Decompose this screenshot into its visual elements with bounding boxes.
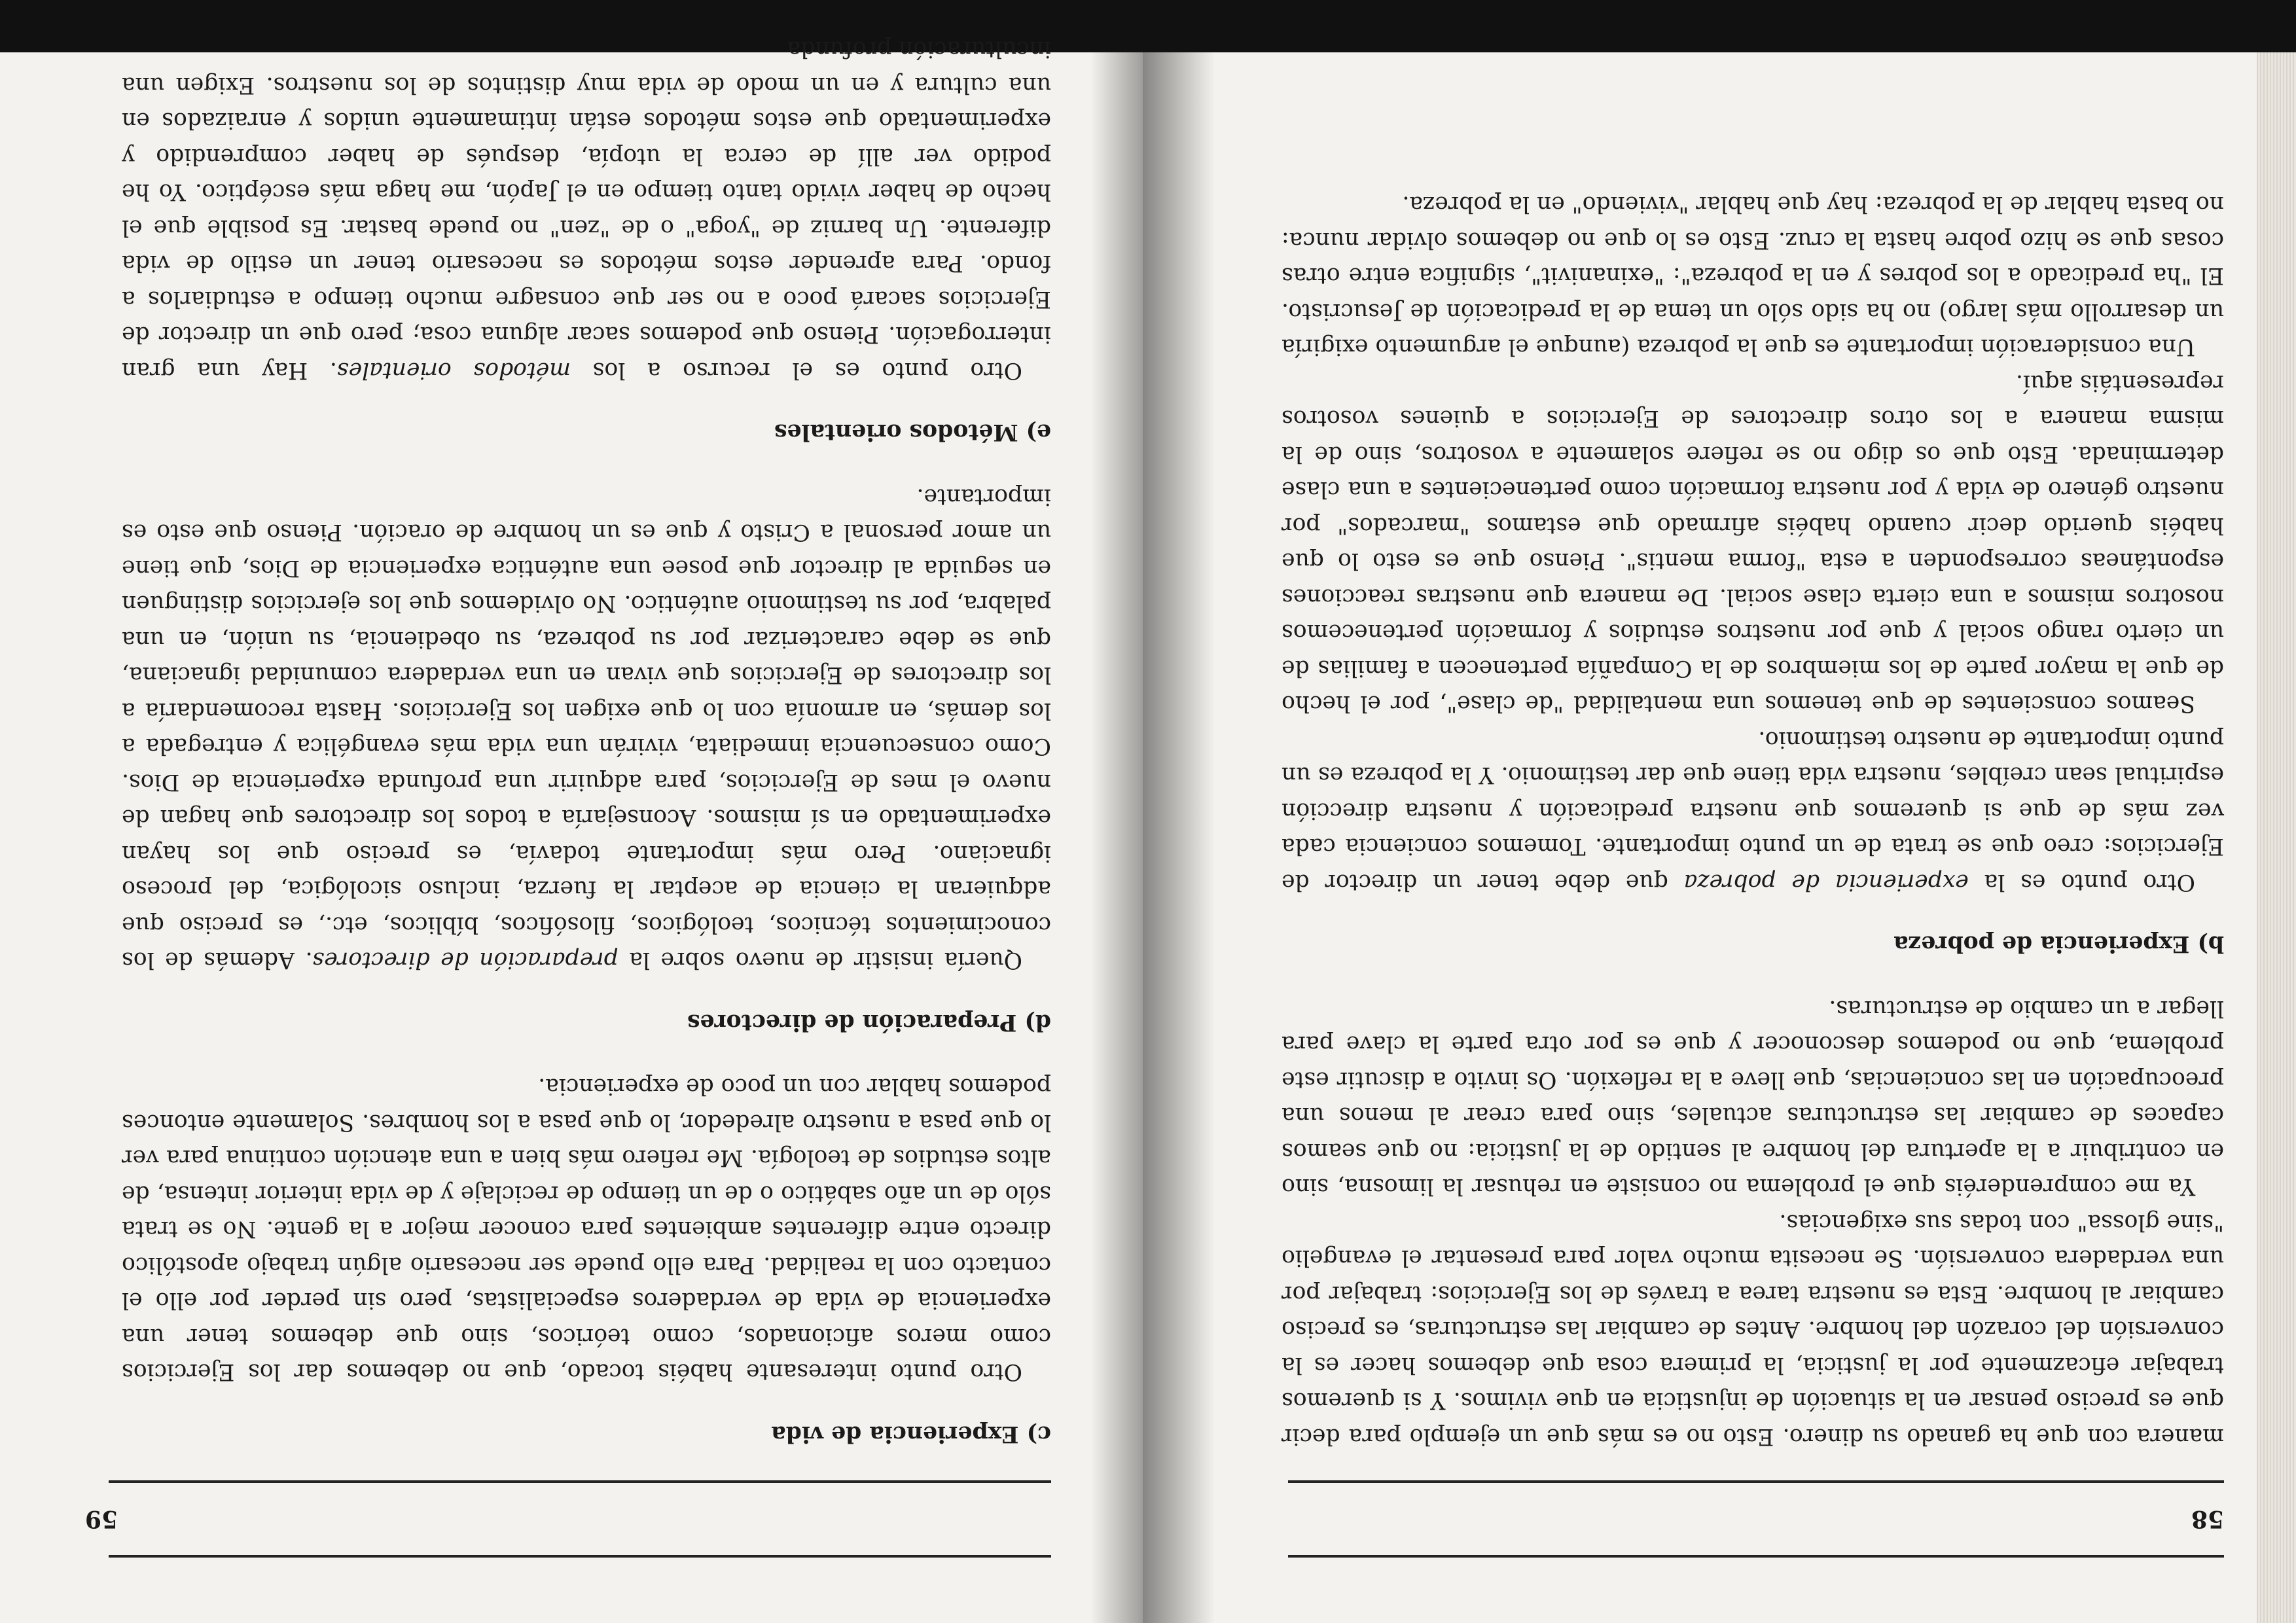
page-header	[85, 1483, 1051, 1555]
section-heading-c: c) Experiencia de vida	[771, 1421, 1051, 1447]
paragraph: Otro punto es la experiencia de pobreza que debe tener un director de Ejercicios: creo que se trata de un punto importante. Tomemos conciencia cada vez más de que si queremos que nuestra predicación y nuestra dirección espiritual sean creíbles, nuestra vida tiene que dar testimonio. Y la pobreza es un punto importante de nuestro testimonio.	[1282, 726, 2224, 895]
header-rule-bottom	[109, 1480, 1051, 1483]
section-heading-b: b) Experiencia de pobreza	[1893, 931, 2224, 957]
emphasis: experiencia de pobreza	[1683, 869, 1969, 895]
emphasis: preparación de directores	[312, 947, 619, 974]
header-rule-top	[1288, 1555, 2224, 1558]
emphasis: métodos orientales	[336, 357, 571, 383]
page-58	[1143, 52, 2296, 1623]
paragraph: Ya me comprenderéis que el problema no consiste en rehusar la limosna, sino en contribuir a la apertura del hombre al sentido de la justicia: no que seamos capaces de cambiar las estructuras actuales, sino para crear al menos una preocupación en las conciencias, que lleve a la reflexión. Os invito a discutir este problema, que no podemos desconocer y que es por otra parte la clave para llegar a un cambio de estructuras.	[1282, 995, 2224, 1200]
paragraph: Otro punto es el recurso a los métodos orientales. Hay una gran interrogación. Pienso que podemos sacar alguna cosa; pero que un director de Ejercicios sacará poco a no ser que consagre mucho tiempo a estudiarlos a fondo. Para aprender estos métodos es necesario tener un estilo de vida diferente. Un barniz de "yoga" o de "zen" no puede bastar. Es posible que el hecho de haber vivido tanto tiempo en el Japón, me haga más escéptico. Yo he podido ver allí de cerca la utopía, después de haber comprendido y experimentado que estos métodos están íntimamente unidos y enraizados en una cultura y en un modo de vida muy distintos de los nuestros. Exigen una inculturación profunda	[122, 36, 1051, 383]
page-body	[122, 31, 1051, 1452]
paragraph: manera con que ha ganado su dinero. Esto no es más que un ejemplo para decir que es preciso pensar en la situación de injusticia en que vivimos. Y si queremos trabajar eficazmente por la justicia, la primera cosa que debemos hacer es la conversión del corazón del hombre. Antes de cambiar las estructuras, es preciso cambiar al hombre. Esta es nuestra tarea a través de los Ejercicios: trabajar por una verdadera conversión. Se necesita mucho valor para presentar el evangelio "sine glossa" con todas sus exigencias.	[1282, 1209, 2224, 1450]
page-header	[1143, 1483, 2224, 1555]
paragraph: Otro punto interesante habéis tocado, que no debemos dar los Ejercicios como meros aficionados, como teóricos, sino que debemos tener una experiencia de vida de verdaderos especialistas, pero sin perder por ello el contacto con la realidad. Para ello puede ser necesario algún trabajo apostólico directo entre diferentes ambientes para conocer mejor a la gente. No se trata sólo de un año sabático o de un tiempo de reciclaje y de vida interior intensa, de altos estudios de teología. Me refiero más bien a una atención continua para ver lo que pasa a nuestro alrededor, lo que pasa a los hombres. Solamente entonces podemos hablar con un poco de experiencia.	[122, 1073, 1051, 1385]
section-heading-e: e) Métodos orientales	[774, 419, 1051, 446]
gutter-shadow	[1143, 52, 1215, 1623]
header-rule-top	[109, 1555, 1051, 1558]
page-number: 59	[85, 1505, 118, 1533]
paragraph: Una consideración importante es que la pobreza (aunque el argumento exigiría un desarrollo más largo) no ha sido sólo un tema de la predicación de Jesucristo. El "ha predicado a los pobres y en la pobreza": "exinanivit", significa entre otras cosas que se hizo pobre hasta la cruz. Esto es lo que no debemos olvidar nunca: no basta hablar de la pobreza: hay que hablar "viviendo" en la pobreza.	[1282, 191, 2224, 361]
page-body	[1282, 187, 2224, 1454]
page-number: 58	[2191, 1505, 2224, 1533]
paragraph: Quería insistir de nuevo sobre la preparación de directores. Además de los conocimientos técnicos, teológicos, filosóficos, bíblicos, etc., es preciso que adquieran la ciencia de aceptar la fuerza, incluso sicológica, del proceso ignaciano. Pero más importante todavía, es preciso que los hayan experimentado en sí mismos. Aconsejaría a todos los directores que hagan de nuevo el mes de Ejercicios, para adquirir una profunda experiencia de Dios. Como consecuencia inmediata, vivirán una vida más evangélica y entregada a los demás, en armonía con lo que exigen los Ejercicios. Hasta recomendaría a los directores de Ejercicios que vivan en una verdadera comunidad ignaciana, que se debe caracterizar por su pobreza, su obediencia, su unión, en una palabra, por su testimonio auténtico. No olvidemos que los ejercicios distinguen en seguida al director que posee una auténtica experiencia de Dios, que tiene un amor personal a Cristo y que es un hombre de oración. Pienso que esto es importante.	[122, 484, 1051, 974]
page-59	[0, 36, 1143, 1623]
paragraph: Seamos conscientes de que tenemos una mentalidad "de clase", por el hecho de que la mayor parte de los miembros de la Compañía pertenecen a familias de un cierto rango social y que por nuestros estudios y formación pertenecemos nosotros mismos a una cierta clase social. De manera que nuestras reacciones espontáneas corresponden a esta "forma mentis". Pienso que es esto lo que habéis querido decir cuando habéis afirmado que estamos "marcados" por nuestro género de vida y por nuestra formación como pertenecientes a una clase determinada. Esto que os digo no se refiere solamente a vosotros, sino de la misma manera a los otros directores de Ejercicios a quienes vosotros representáis aquí.	[1282, 370, 2224, 717]
header-rule-bottom	[1288, 1480, 2224, 1483]
gutter-shadow	[1090, 52, 1143, 1623]
page-edges	[2257, 52, 2296, 1623]
section-heading-d: d) Preparación de directores	[687, 1009, 1051, 1035]
